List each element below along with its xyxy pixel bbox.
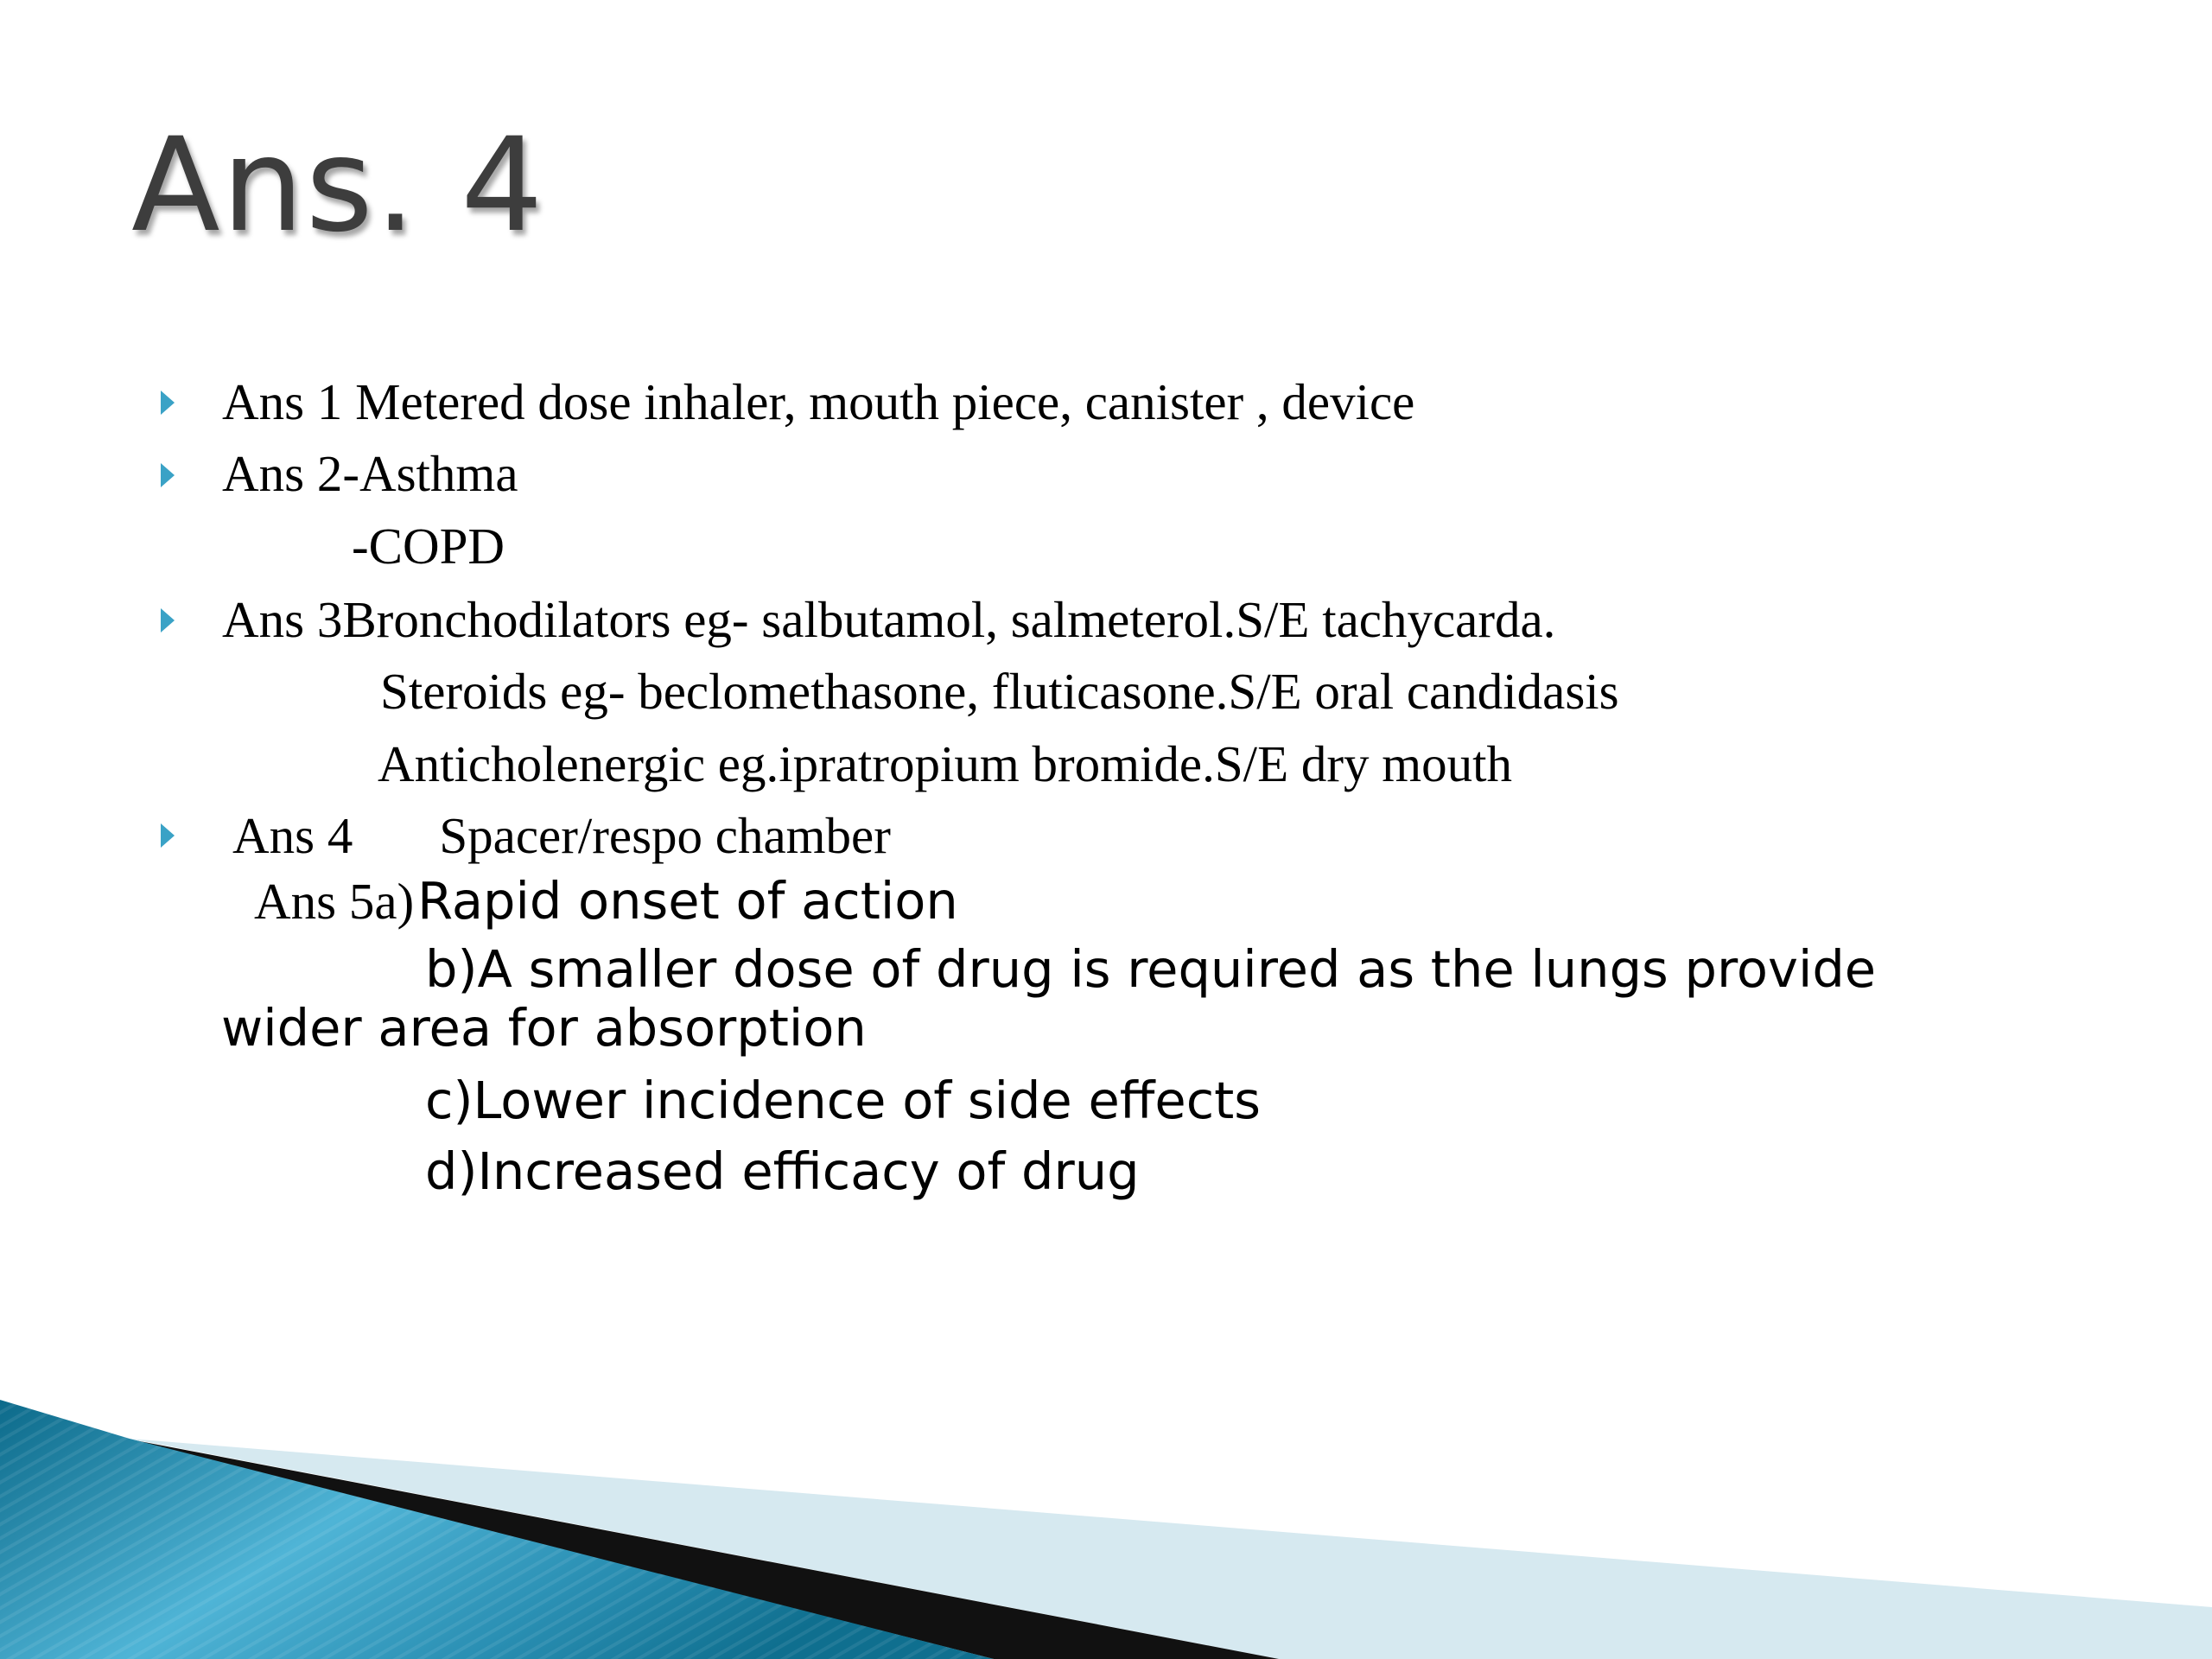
answer-4-label: Ans 4	[232, 807, 353, 864]
answer-2-subline: -COPD	[352, 518, 505, 575]
answer-5c-line: c)Lower incidence of side effects	[425, 1071, 1262, 1130]
slide-title: Ans. 4	[131, 111, 545, 261]
answer-3-anticholinergic-line: Anticholenergic eg.ipratropium bromide.S/E dry mouth	[378, 735, 1513, 792]
answer-5b-line: b)A smaller dose of drug is required as the lungs provide	[425, 939, 1877, 999]
answer-2-line: Ans 2-Asthma	[222, 445, 518, 502]
answer-3-steroids-line: Steroids eg- beclomethasone, fluticasone.S/E oral candidasis	[380, 663, 1619, 720]
answer-5b-continuation: wider area for absorption	[221, 998, 867, 1058]
answer-1-line: Ans 1 Metered dose inhaler, mouth piece, canister , device	[222, 373, 1415, 430]
answer-4-text: Spacer/respo chamber	[439, 807, 891, 864]
answer-5a-text: Rapid onset of action	[417, 871, 958, 931]
answer-3-line: Ans 3Bronchodilators eg- salbutamol, salmeterol.S/E tachycarda.	[222, 591, 1556, 648]
answer-5d-line: d)Increased efficacy of drug	[425, 1141, 1140, 1201]
answer-5-label: Ans 5a)	[254, 873, 415, 930]
